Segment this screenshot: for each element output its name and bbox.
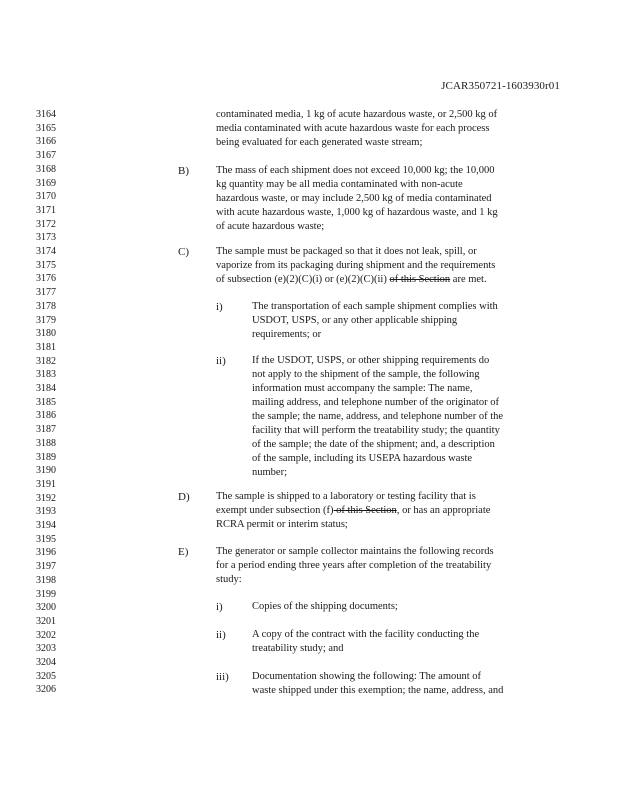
text-line: of the sample; the date of the shipment; and, a description bbox=[252, 439, 495, 450]
paragraph-c-i bbox=[252, 300, 498, 342]
text-line: USDOT, USPS, or any other applicable shipping bbox=[252, 315, 458, 326]
line-number: 3166 bbox=[36, 136, 56, 148]
text-line: treatability study; and bbox=[252, 643, 344, 654]
item-label-b: B) bbox=[178, 165, 189, 177]
text-line: The sample must be packaged so that it does not leak, spill, or bbox=[216, 246, 477, 257]
item-label-c: C) bbox=[178, 246, 189, 258]
text-line: Copies of the shipping documents; bbox=[252, 601, 398, 612]
item-label-e-i: i) bbox=[216, 601, 223, 613]
line-number: 3200 bbox=[36, 602, 56, 614]
line-number: 3197 bbox=[36, 561, 56, 573]
item-label-c-ii: ii) bbox=[216, 355, 226, 367]
line-number: 3194 bbox=[36, 520, 56, 531]
text-line: The transportation of each sample shipment complies with bbox=[252, 301, 498, 312]
text-line: RCRA permit or interim status; bbox=[216, 519, 348, 530]
line-number: 3183 bbox=[36, 369, 56, 381]
line-number: 3190 bbox=[36, 465, 56, 477]
intro-paragraph bbox=[216, 108, 497, 150]
line-number: 3178 bbox=[36, 300, 56, 312]
line-number: 3186 bbox=[36, 410, 56, 422]
text-line: The generator or sample collector maintains the following records bbox=[216, 546, 494, 557]
text-line: of acute hazardous waste; bbox=[216, 221, 325, 232]
text-segment: of subsection (e)(2)(C)(i) or (e)(2)(C)(ii) bbox=[216, 274, 390, 285]
text-line: vaporize from its packaging during shipment and the requirements bbox=[216, 260, 496, 271]
line-number: 3171 bbox=[36, 204, 56, 216]
line-number: 3173 bbox=[36, 232, 56, 244]
line-number: 3172 bbox=[36, 218, 56, 230]
text-line: hazardous waste, or may include 2,500 kg of media contaminated bbox=[216, 193, 492, 204]
text-line: being evaluated for each generated waste stream; bbox=[216, 137, 423, 148]
text-line: facility that will perform the treatability study; the quantity bbox=[252, 425, 500, 436]
text-line: A copy of the contract with the facility conducting the bbox=[252, 629, 480, 640]
line-number: 3177 bbox=[36, 287, 56, 299]
text-line: of the sample, including its USEPA hazardous waste bbox=[252, 453, 473, 464]
text-line: information must accompany the sample: The name, bbox=[252, 383, 473, 394]
line-number: 3182 bbox=[36, 355, 56, 367]
line-number: 3199 bbox=[36, 588, 56, 600]
text-line bbox=[216, 273, 495, 287]
line-number: 3198 bbox=[36, 574, 56, 586]
line-number: 3167 bbox=[36, 150, 56, 162]
text-segment: exempt under subsection (f) bbox=[216, 505, 334, 516]
line-number: 3192 bbox=[36, 492, 56, 504]
line-number: 3169 bbox=[36, 177, 56, 189]
line-number: 3189 bbox=[36, 451, 56, 463]
line-number: 3191 bbox=[36, 478, 56, 490]
line-number: 3164 bbox=[36, 109, 56, 120]
text-line: number; bbox=[252, 467, 287, 478]
line-number: 3165 bbox=[36, 122, 56, 134]
struck-text: of this Section bbox=[389, 274, 451, 285]
text-line: for a period ending three years after completion of the treatability bbox=[216, 560, 492, 571]
paragraph-c bbox=[216, 245, 495, 287]
line-number: 3187 bbox=[36, 424, 56, 436]
text-line: with acute hazardous waste, 1,000 kg of hazardous waste, and 1 kg bbox=[216, 207, 498, 218]
line-number: 3185 bbox=[36, 396, 56, 408]
text-line: media contaminated with acute hazardous waste for each process bbox=[216, 123, 490, 134]
text-line: kg quantity may be all media contaminated with non-acute bbox=[216, 179, 463, 190]
line-number: 3174 bbox=[36, 246, 56, 257]
item-label-e: E) bbox=[178, 546, 189, 558]
line-number: 3195 bbox=[36, 533, 56, 545]
text-line bbox=[216, 504, 490, 518]
text-line: requirements; or bbox=[252, 329, 322, 340]
line-number: 3201 bbox=[36, 615, 56, 627]
line-number: 3196 bbox=[36, 547, 56, 559]
item-label-e-iii: iii) bbox=[216, 671, 229, 683]
document-id: JCAR350721-1603930r01 bbox=[441, 80, 560, 92]
text-segment: , or has an appropriate bbox=[396, 505, 491, 516]
line-number: 3184 bbox=[36, 383, 56, 394]
line-number: 3193 bbox=[36, 506, 56, 518]
paragraph-e-iii bbox=[252, 670, 503, 698]
text-line: not apply to the shipment of the sample, the following bbox=[252, 369, 480, 380]
line-number: 3203 bbox=[36, 643, 56, 655]
paragraph-e bbox=[216, 545, 494, 587]
text-line: mailing address, and telephone number of the originator of bbox=[252, 397, 499, 408]
text-segment: are met. bbox=[450, 274, 487, 285]
text-line: The mass of each shipment does not exceed 10,000 kg; the 10,000 bbox=[216, 165, 495, 176]
text-line: waste shipped under this exemption; the name, address, and bbox=[252, 685, 504, 696]
item-label-e-ii: ii) bbox=[216, 629, 226, 641]
line-number: 3206 bbox=[36, 684, 56, 696]
line-number: 3170 bbox=[36, 191, 56, 203]
line-number: 3179 bbox=[36, 314, 56, 326]
line-number: 3175 bbox=[36, 259, 56, 271]
item-label-c-i: i) bbox=[216, 301, 223, 313]
text-line: contaminated media, 1 kg of acute hazardous waste, or 2,500 kg of bbox=[216, 109, 498, 120]
paragraph-c-ii bbox=[252, 354, 503, 480]
line-number: 3168 bbox=[36, 163, 56, 175]
line-number: 3205 bbox=[36, 670, 56, 682]
line-number: 3181 bbox=[36, 341, 56, 353]
text-line: If the USDOT, USPS, or other shipping requirements do bbox=[252, 355, 490, 366]
paragraph-d bbox=[216, 490, 490, 532]
line-number: 3180 bbox=[36, 328, 56, 340]
item-label-d: D) bbox=[178, 491, 190, 503]
text-line: study: bbox=[216, 574, 242, 585]
paragraph-b bbox=[216, 164, 498, 234]
text-line: the sample; the name, address, and telephone number of the bbox=[252, 411, 504, 422]
line-number: 3188 bbox=[36, 437, 56, 449]
paragraph-e-i bbox=[252, 600, 398, 614]
line-number: 3176 bbox=[36, 273, 56, 285]
text-line: The sample is shipped to a laboratory or testing facility that is bbox=[216, 491, 476, 502]
line-number: 3202 bbox=[36, 629, 56, 641]
paragraph-e-ii bbox=[252, 628, 479, 656]
text-line: Documentation showing the following: The amount of bbox=[252, 671, 482, 682]
struck-text: of this Section bbox=[333, 505, 397, 516]
line-number: 3204 bbox=[36, 657, 56, 668]
